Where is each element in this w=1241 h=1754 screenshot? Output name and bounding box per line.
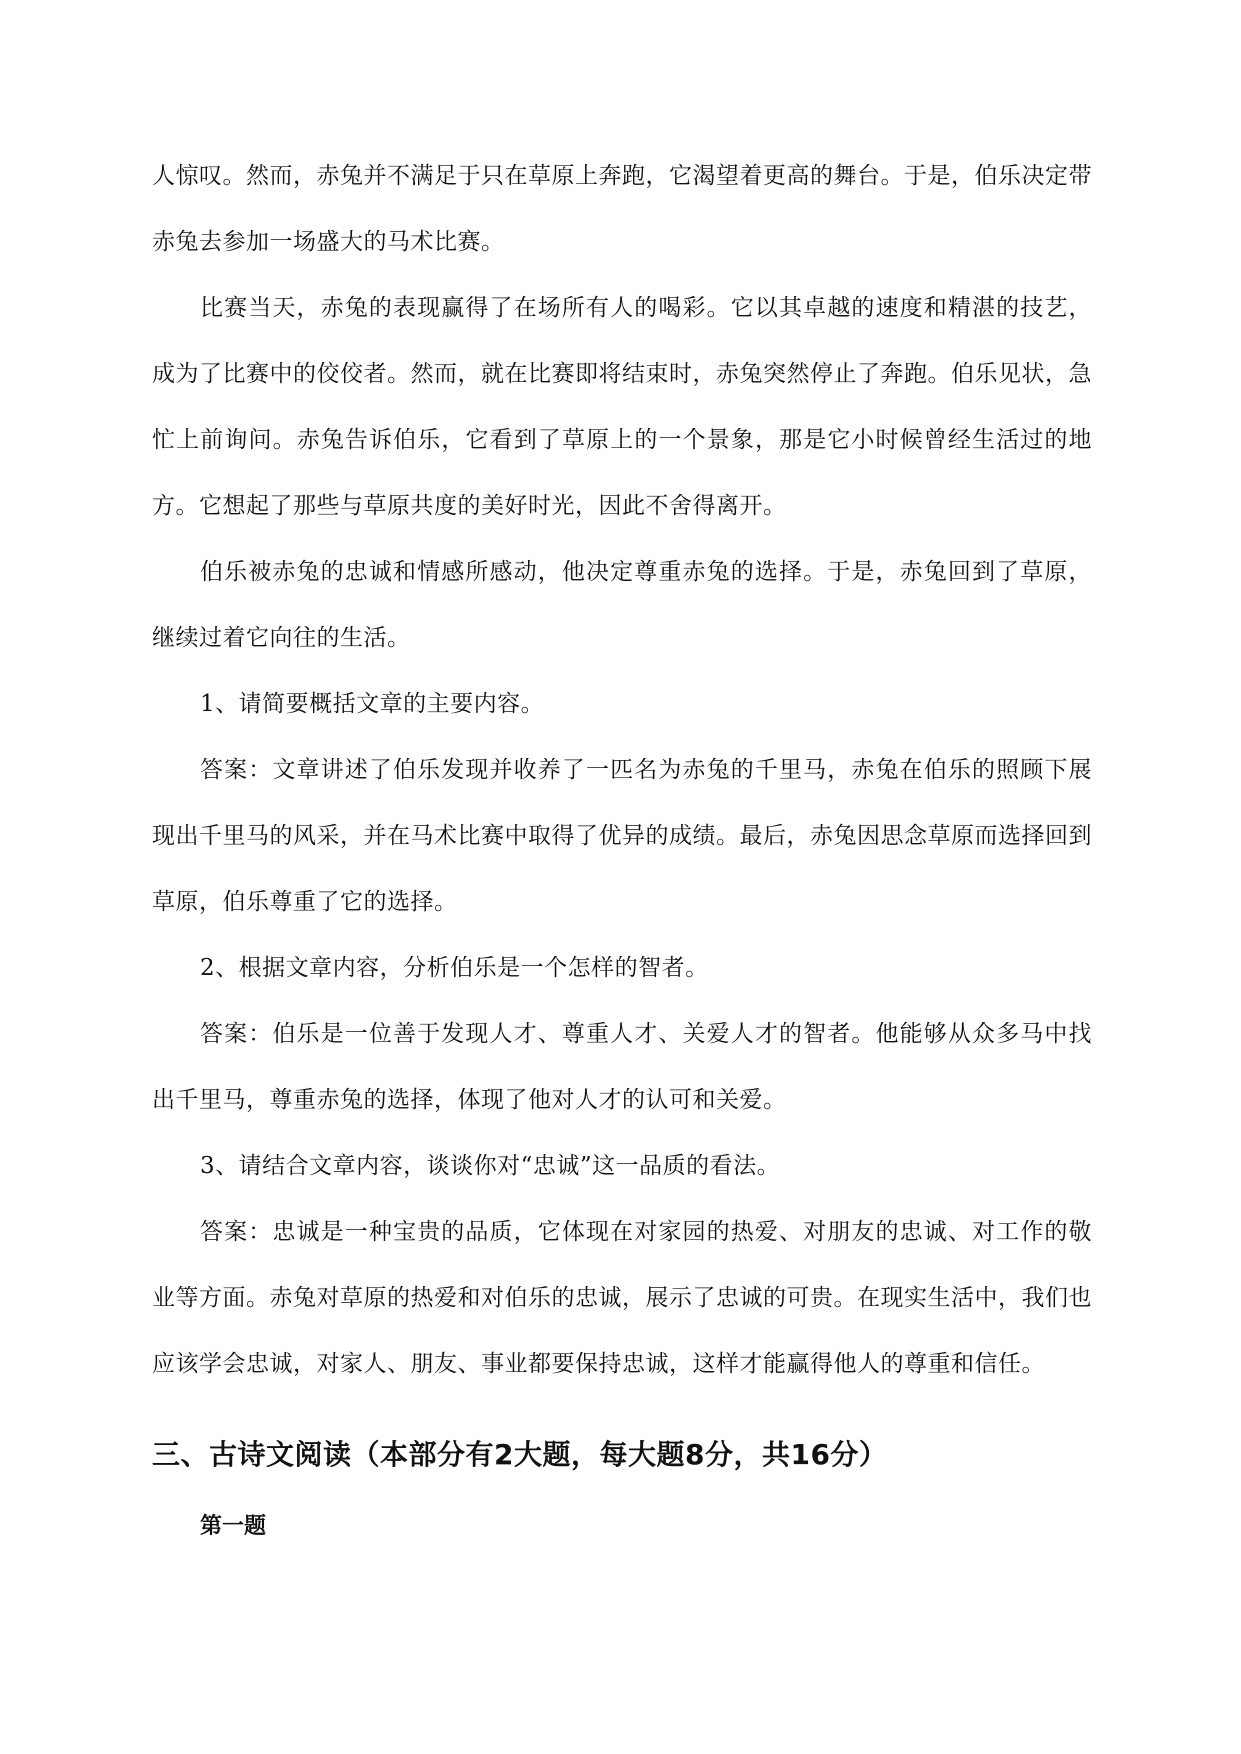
question-1: 1、请简要概括文章的主要内容。 [200,691,545,717]
answer-3: 答案：忠诚是一种宝贵的品质，它体现在对家园的热爱、对朋友的忠诚、对工作的敬业等方面。赤兔对草原的热爱和对伯乐的忠诚，展示了忠诚的可贵。在现实生活中，我们也应该学会忠诚，对家人、朋友、事业都要保持忠诚，这样才能赢得他人的尊重和信任。 [152,1219,1092,1377]
section-heading: 三、古诗文阅读（本部分有2大题，每大题8分，共16分） [152,1438,888,1471]
story-paragraph-1: 人惊叹。然而，赤兔并不满足于只在草原上奔跑，它渴望着更高的舞台。于是，伯乐决定带赤兔去参加一场盛大的马术比赛。 [152,163,1092,255]
answer-1: 答案：文章讲述了伯乐发现并收养了一匹名为赤兔的千里马，赤兔在伯乐的照顾下展现出千里马的风采，并在马术比赛中取得了优异的成绩。最后，赤兔因思念草原而选择回到草原，伯乐尊重了它的选择。 [152,757,1092,915]
story-paragraph-3: 伯乐被赤兔的忠诚和情感所感动，他决定尊重赤兔的选择。于是，赤兔回到了草原，继续过着它向往的生活。 [152,559,1092,651]
question-3: 3、请结合文章内容，谈谈你对“忠诚”这一品质的看法。 [200,1153,781,1179]
answer-2: 答案：伯乐是一位善于发现人才、尊重人才、关爱人才的智者。他能够从众多马中找出千里马，尊重赤兔的选择，体现了他对人才的认可和关爱。 [152,1021,1092,1113]
story-paragraph-2: 比赛当天，赤兔的表现赢得了在场所有人的喝彩。它以其卓越的速度和精湛的技艺，成为了比赛中的佼佼者。然而，就在比赛即将结束时，赤兔突然停止了奔跑。伯乐见状，急忙上前询问。赤兔告诉伯乐，它看到了草原上的一个景象，那是它小时候曾经生活过的地方。它想起了那些与草原共度的美好时光，因此不舍得离开。 [152,295,1092,519]
question-2: 2、根据文章内容，分析伯乐是一个怎样的智者。 [200,955,709,981]
sub-heading: 第一题 [200,1514,267,1539]
document-content [152,143,1092,1547]
